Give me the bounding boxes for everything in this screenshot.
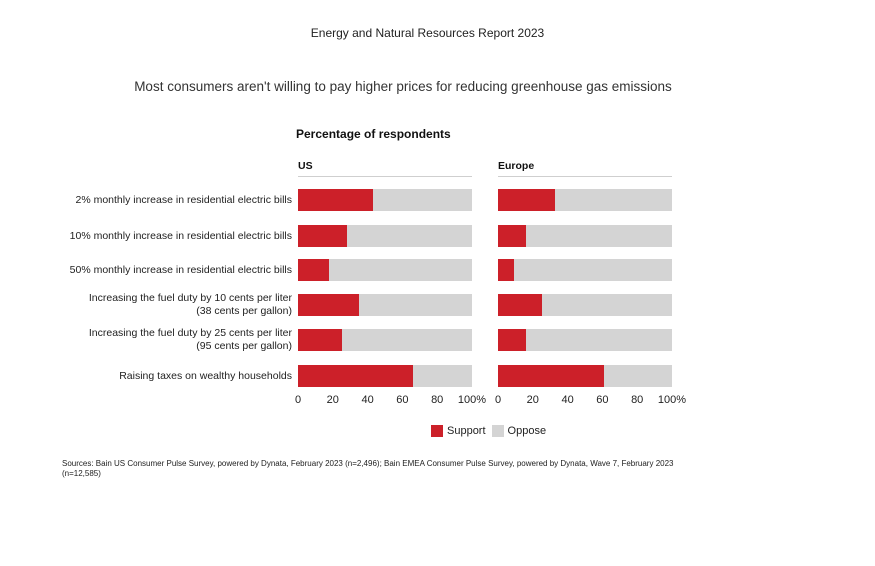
- x-tick-label: 100%: [657, 394, 687, 406]
- sources-note: Sources: Bain US Consumer Pulse Survey, powered by Dynata, February 2023 (n=2,496); Bain EMEA Consumer Pulse Survey, powered by Dynata, Wave 7, February 2023 (n=12,585): [62, 459, 674, 478]
- bar-support: [298, 225, 347, 247]
- row-label-line: (38 cents per gallon): [196, 305, 292, 317]
- bar-support: [298, 365, 413, 387]
- row-label: [89, 292, 292, 318]
- bar-oppose: [498, 294, 672, 316]
- bar-oppose: [498, 329, 672, 351]
- bar-oppose: [298, 189, 472, 211]
- x-tick-label: 40: [361, 394, 374, 406]
- legend-item-support: [431, 425, 486, 437]
- x-tick-label: 80: [431, 394, 444, 406]
- row-label-line: 2% monthly increase in residential electric bills: [75, 193, 292, 206]
- bar-support: [298, 259, 329, 281]
- row-label-line: Increasing the fuel duty by 25 cents per liter: [88, 327, 292, 339]
- bar-support: [298, 189, 373, 211]
- legend-item-oppose: [492, 425, 547, 437]
- bar-support: [498, 294, 542, 316]
- panel-rule: [498, 176, 672, 177]
- bar-oppose: [498, 259, 672, 281]
- bar-support: [298, 294, 359, 316]
- x-tick-label: 80: [631, 394, 644, 406]
- x-tick-label: 20: [326, 394, 339, 406]
- report-title: Energy and Natural Resources Report 2023: [310, 26, 545, 40]
- legend-label-support: Support: [447, 425, 486, 437]
- row-label: [70, 230, 292, 243]
- legend-swatch-oppose: [492, 425, 504, 437]
- panel-rule: [298, 176, 472, 177]
- bar-oppose: [298, 225, 472, 247]
- row-label-line: (95 cents per gallon): [196, 340, 292, 352]
- row-label-line: 10% monthly increase in residential electric bills: [69, 229, 292, 242]
- bar-oppose: [298, 329, 472, 351]
- chart-title: Percentage of respondents: [296, 127, 451, 141]
- x-tick-label: 60: [596, 394, 609, 406]
- bar-oppose: [498, 365, 672, 387]
- panel-label-europe: Europe: [498, 160, 535, 172]
- legend-label-oppose: Oppose: [507, 425, 547, 437]
- row-label: [89, 327, 292, 353]
- bar-support: [498, 259, 514, 281]
- x-tick-label: 40: [561, 394, 574, 406]
- legend-swatch-support: [431, 425, 443, 437]
- row-label-line: 50% monthly increase in residential electric bills: [69, 263, 292, 276]
- bar-oppose: [298, 365, 472, 387]
- chart-subtitle: Most consumers aren't willing to pay higher prices for reducing greenhouse gas emissions: [134, 79, 672, 94]
- row-label-line: Increasing the fuel duty by 10 cents per liter: [88, 292, 292, 304]
- x-tick-label: 100%: [457, 394, 487, 406]
- row-label: [70, 264, 292, 277]
- row-label-line: Raising taxes on wealthy households: [119, 369, 292, 382]
- bar-oppose: [298, 294, 472, 316]
- bar-oppose: [498, 225, 672, 247]
- x-tick-label: 0: [494, 394, 502, 406]
- x-tick-label: 60: [396, 394, 409, 406]
- row-label: [75, 194, 292, 207]
- row-label: [119, 370, 292, 383]
- bar-support: [498, 225, 526, 247]
- panel-label-us: US: [298, 160, 313, 172]
- x-tick-label: 0: [294, 394, 302, 406]
- bar-support: [498, 189, 555, 211]
- bar-support: [498, 329, 526, 351]
- x-tick-label: 20: [526, 394, 539, 406]
- bar-support: [298, 329, 342, 351]
- bar-oppose: [298, 259, 472, 281]
- chart-legend: [431, 425, 552, 437]
- bar-oppose: [498, 189, 672, 211]
- bar-support: [498, 365, 604, 387]
